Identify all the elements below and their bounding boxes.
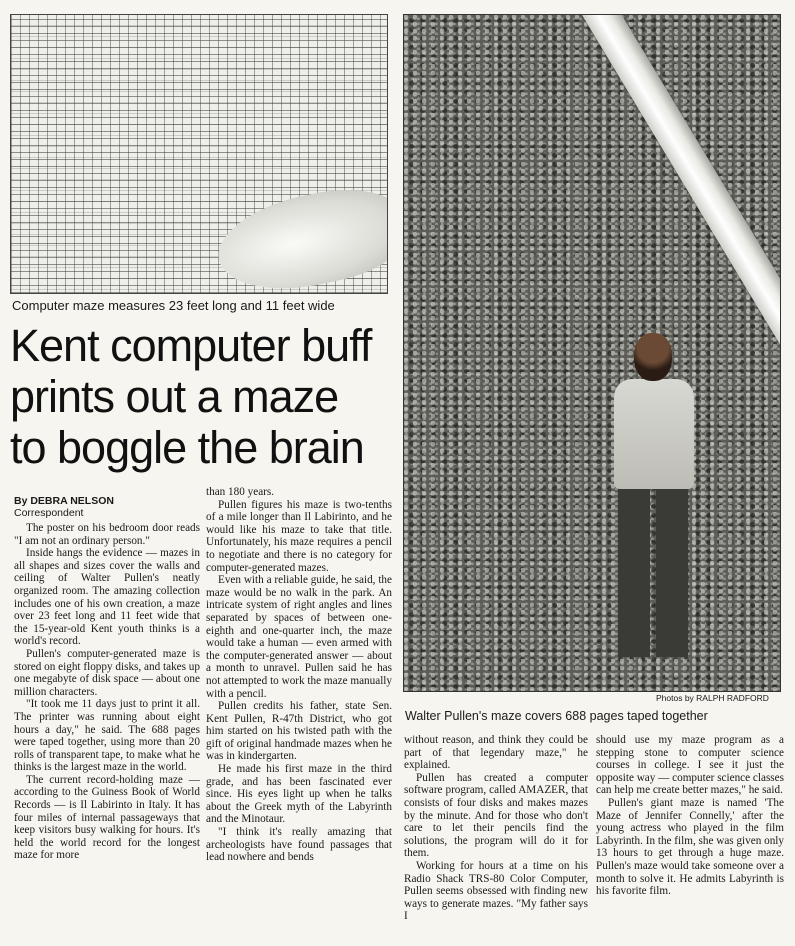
headline-line-3: to boggle the brain xyxy=(10,422,364,473)
byline-role: Correspondent xyxy=(14,507,84,519)
legs xyxy=(618,487,688,657)
hand-image xyxy=(210,176,388,294)
paragraph: "I think it's really amazing that archeologists have found passages that lead nowhere and bends xyxy=(206,826,392,864)
headline-line-2: prints out a maze xyxy=(10,371,339,422)
paragraph: Inside hangs the evidence — mazes in all shapes and sizes cover the walls and ceiling of Walter Pullen's neatly organized room. The amazing collection includes one of his own creation, a maze over 23 feet long and 11 feet wide that the 15-year-old Kent youth thinks is a world's record. xyxy=(14,547,200,648)
paragraph: The current record-holding maze — according to the Guiness Book of World Records — is Il Labirinto in Italy. It has four miles of internal passageways that keep visitors busy walking for hours. It's held the world record for the longest maze for more xyxy=(14,773,200,862)
paragraph: without reason, and think they could be part of that legendary maze," he explained. xyxy=(404,734,588,772)
article-column-1 xyxy=(14,522,200,934)
person-figure xyxy=(604,333,714,663)
photo-credit: Photos by RALPH RADFORD xyxy=(656,693,769,703)
paragraph: Pullen's computer-generated maze is stored on eight floppy disks, and takes up one megabyte of disk space — about one million characters. xyxy=(14,647,200,698)
paragraph: Pullen credits his father, state Sen. Kent Pullen, R-47th District, who got him started on his twisted path with the gift of original handmade mazes when he was in kindergarten. xyxy=(206,700,392,763)
paragraph: Pullen's giant maze is named 'The Maze of Jennifer Connelly,' after the young actress who played in the film Labyrinth. In the film, she was given only 13 hours to get through a huge maze. Pullen's maze would take someone over a month to solve it. He admits Labyrinth is his favorite film. xyxy=(596,796,784,898)
paragraph: He made his first maze in the third grade, and has been fascinated ever since. His eyes light up when he talks about the Greek myth of the Labyrinth and the Minotaur. xyxy=(206,763,392,826)
paragraph: Pullen has created a computer software program, called AMAZER, that consists of four disks and makes mazes by the minute. And for those who don't care to let their pencils find the solutions, the program will do it for them. xyxy=(404,771,588,860)
paragraph: should use my maze program as a stepping stone to computer science courses in college. I see it just the opposite way — computer science classes can help me create better mazes," he said. xyxy=(596,734,784,797)
paragraph: Even with a reliable guide, he said, the maze would be no walk in the park. An intricate system of right angles and lines separated by spaces of between one-eighth and one-quarter inch, the maze would take a human — even armed with the computer-generated answer — about a month to unravel. Pullen said he has not attempted to work the maze manually with a pencil. xyxy=(206,574,392,700)
article-column-2 xyxy=(206,486,392,936)
byline: By DEBRA NELSON xyxy=(14,495,114,507)
maze-photo-caption: Computer maze measures 23 feet long and 11 feet wide xyxy=(12,298,335,313)
torso xyxy=(614,379,694,489)
maze-photo xyxy=(10,14,388,294)
article-column-4 xyxy=(596,734,784,934)
headline-line-1: Kent computer buff xyxy=(10,320,372,371)
article-column-3 xyxy=(404,734,588,934)
headline xyxy=(10,320,390,473)
boy-photo-caption: Walter Pullen's maze covers 688 pages taped together xyxy=(405,709,708,723)
paragraph: than 180 years. xyxy=(206,486,275,498)
paragraph: "It took me 11 days just to print it all. The printer was running about eight hours a day," he said. The 688 pages were taped together, using more than 20 rolls of transparent tape, to make what he thinks is the largest maze in the world. xyxy=(14,698,200,774)
paragraph: Working for hours at a time on his Radio Shack TRS-80 Color Computer, Pullen seems obsessed with finding new ways to generate mazes. "My father says I xyxy=(404,859,588,923)
paragraph: The poster on his bedroom door reads "I am not an ordinary person." xyxy=(14,522,200,547)
paragraph: Pullen figures his maze is two-tenths of a mile longer than Il Labirinto, and he would like his maze to take that title. Unfortunately, his maze requires a pencil to negotiate and there is no category for computer-generated mazes. xyxy=(206,498,392,574)
head xyxy=(634,333,672,381)
boy-with-maze-photo xyxy=(403,14,781,692)
